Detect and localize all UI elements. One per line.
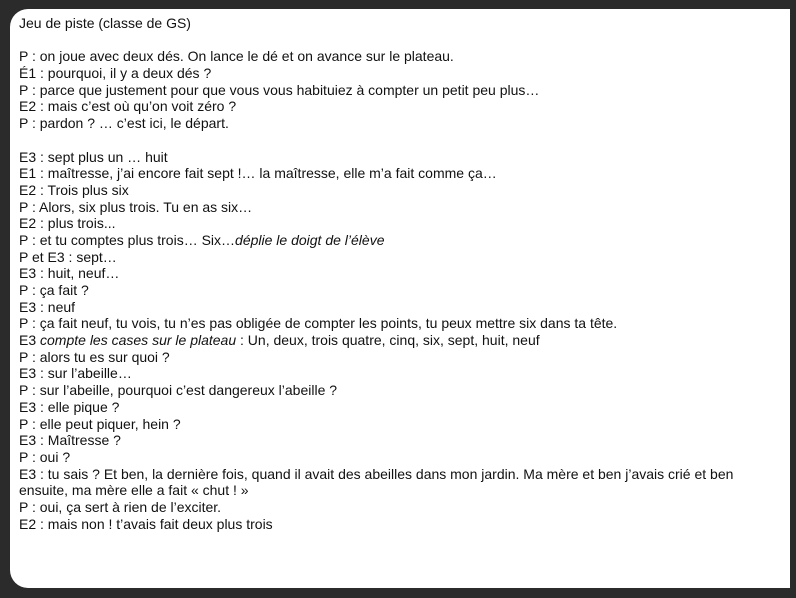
transcript-line: P et E3 : sept… [19, 248, 117, 265]
transcript-line: P : on joue avec deux dés. On lance le dé et on avance sur le plateau. [19, 48, 454, 65]
transcript [19, 15, 796, 532]
transcript-line: E3 : sept plus un … huit [19, 148, 168, 165]
frame-edge-right [790, 0, 796, 598]
transcript-line: ensuite, ma mère elle a fait « chut ! » [19, 482, 249, 499]
transcript-line: E3 : elle pique ? [19, 398, 120, 415]
transcript-line: P : alors tu es sur quoi ? [19, 348, 170, 365]
transcript-line [19, 332, 796, 349]
transcript-line: E3 : neuf [19, 298, 76, 315]
transcript-line: E2 : mais c’est où qu’on voit zéro ? [19, 98, 237, 115]
blank-line [19, 132, 796, 149]
stage-direction: compte les cases sur le plateau [40, 332, 237, 349]
transcript-line: E2 : mais non ! t’avais fait deux plus trois [19, 515, 273, 532]
transcript-line: E3 : sur l’abeille… [19, 365, 132, 382]
line-speech: : Un, deux, trois quatre, cinq, six, sept, huit, neuf [236, 332, 540, 349]
blank-line [19, 32, 796, 49]
transcript-line: E3 : huit, neuf… [19, 265, 120, 282]
transcript-line: E1 : maîtresse, j’ai encore fait sept !… la maîtresse, elle m’a fait comme ça… [19, 165, 497, 182]
transcript-line: P : parce que justement pour que vous vous habituiez à compter un petit peu plus… [19, 81, 540, 98]
line-speech: P : et tu comptes plus trois… Six… [19, 231, 236, 248]
transcript-line: P : sur l’abeille, pourquoi c’est dangereux l’abeille ? [19, 382, 338, 399]
frame-edge-bottom [0, 588, 796, 598]
transcript-line: P : ça fait neuf, tu vois, tu n’es pas obligée de compter les points, tu peux mettre six dans ta tête. [19, 315, 618, 332]
transcript-line: P : ça fait ? [19, 282, 89, 298]
transcript-line: P : Alors, six plus trois. Tu en as six… [19, 198, 253, 215]
transcript-line: E2 : plus trois... [19, 215, 116, 232]
stage-direction: déplie le doigt de l’élève [235, 231, 385, 248]
transcript-line: P : oui ? [19, 448, 71, 465]
transcript-line: E2 : Trois plus six [19, 181, 129, 198]
transcript-line: P : elle peut piquer, hein ? [19, 415, 181, 432]
document-page [10, 9, 796, 588]
transcript-line: É1 : pourquoi, il y a deux dés ? [19, 65, 212, 82]
transcript-line: E3 : tu sais ? Et ben, la dernière fois, quand il avait des abeilles dans mon jardin. Ma mère et ben j’avais crié et ben [19, 465, 734, 482]
transcript-line: P : pardon ? … c’est ici, le départ. [19, 115, 229, 132]
transcript-line: P : oui, ça sert à rien de l’exciter. [19, 498, 222, 515]
transcript-line [19, 232, 796, 249]
line-speaker: E3 [19, 332, 41, 349]
document-title: Jeu de piste (classe de GS) [19, 15, 191, 31]
transcript-line: E3 : Maîtresse ? [19, 432, 121, 449]
